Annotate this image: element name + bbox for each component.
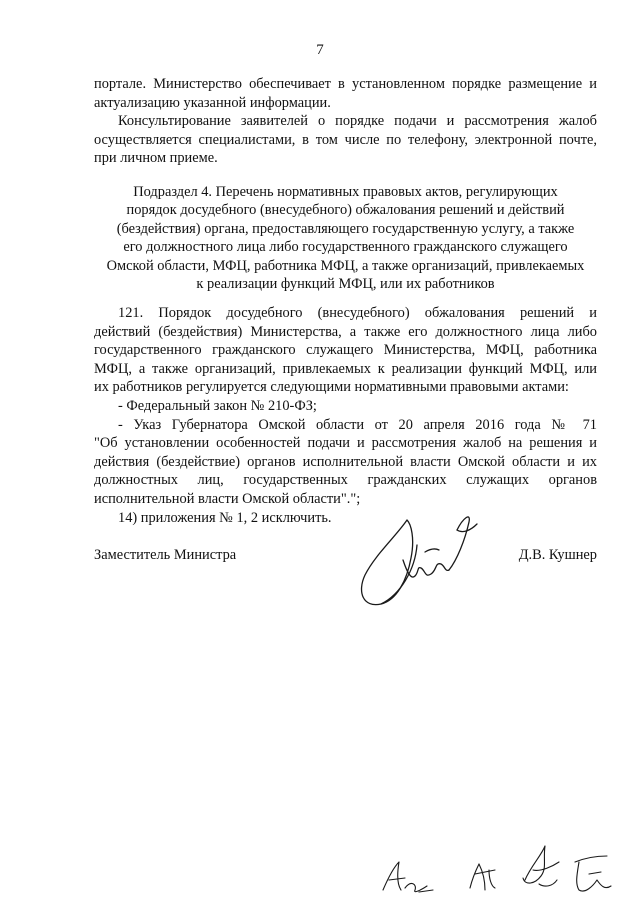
text-line: порталe. Министерство обеспечивает в установленном порядке размещение и <box>94 76 597 92</box>
heading-line: Омской области, МФЦ, работника МФЦ, а также организаций, привлекаемых <box>106 257 585 274</box>
text-line: осуществляется специалистами, в том числе по телефону, электронной почте, <box>94 131 597 148</box>
text-line: государственного гражданского служащего Министерства, МФЦ, работника <box>94 342 597 359</box>
text-line: их работников регулируется следующими нормативными правовыми актами: <box>94 379 569 396</box>
signer-name: Д.В. Кушнер <box>518 547 597 563</box>
text-line: действия (бездействие) органов исполнительной власти Омской области и их <box>94 453 597 470</box>
signer-title: Заместитель Министра <box>94 547 237 563</box>
law-item-federal: - Федеральный закон № 210-ФЗ; <box>118 397 317 414</box>
text-line: Консультирование заявителей о порядке подачи и рассмотрения жалоб <box>118 113 597 129</box>
handwritten-signature <box>345 500 485 615</box>
item-121-paragraph <box>94 304 597 527</box>
heading-line: Подраздел 4. Перечень нормативных правовых актов, регулирующих <box>133 184 558 200</box>
heading-line: (бездействия) органа, предоставляющего государственную услугу, а также <box>116 220 575 237</box>
text-line: при личном приеме. <box>94 150 218 167</box>
text-line: МФЦ, а также организаций, привлекаемых к реализации функций МФЦ, или <box>94 360 597 377</box>
text-line: актуализацию указанной информации. <box>94 94 331 111</box>
text-line: "Об установлении особенностей подачи и рассмотрения жалоб на решения и <box>94 435 597 452</box>
text-line: должностных лиц, государственных гражданских служащих органов <box>94 472 597 489</box>
approval-initials <box>375 840 615 900</box>
page-number: 7 <box>316 42 324 58</box>
continuation-paragraph <box>94 75 597 112</box>
heading-line: к реализации функций МФЦ, или их работников <box>196 276 495 293</box>
subsection-heading <box>94 183 597 293</box>
item-14: 14) приложения № 1, 2 исключить. <box>118 509 332 526</box>
heading-line: его должностного лица либо государственного гражданского служащего <box>123 239 568 256</box>
text-line: 121. Порядок досудебного (внесудебного) обжалования решений и <box>118 305 597 321</box>
text-line: действий (бездействия) Министерства, а также его должностного лица либо <box>94 323 597 340</box>
text-line: исполнительной власти Омской области"."; <box>94 490 361 507</box>
consulting-paragraph <box>94 112 597 168</box>
heading-line: порядок досудебного (внесудебного) обжалования решений и действий <box>126 202 565 219</box>
law-item-decree: - Указ Губернатора Омской области от 20 апреля 2016 года № 71 <box>118 416 597 433</box>
